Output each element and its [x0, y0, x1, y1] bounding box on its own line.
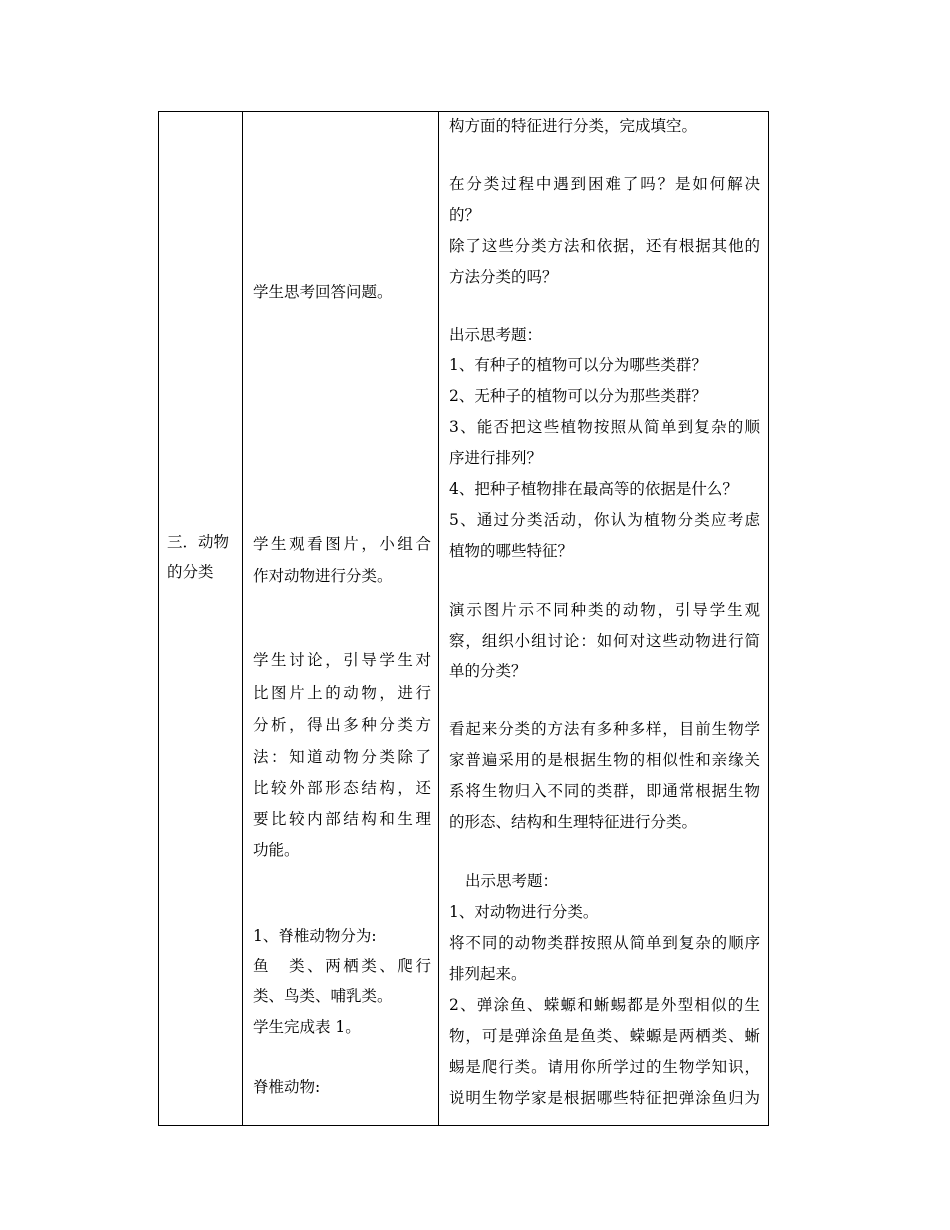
teacher-activity-line: 察，组织小组讨论：如何对这些动物进行简 — [449, 632, 760, 650]
teacher-activity-line: 2、无种子的植物可以分为那些类群？ — [449, 387, 707, 405]
teacher-activity-line: 排列起来。 — [449, 965, 527, 983]
teacher-activity-line: 将不同的动物类群按照从简单到复杂的顺序 — [449, 934, 760, 952]
teacher-activity-line: 看起来分类的方法有多种多样，目前生物学 — [449, 720, 760, 738]
teacher-activity-line: 的？ — [449, 206, 481, 224]
teacher-activity-line: 物，可是弹涂鱼是鱼类、蝾螈是两栖类、蜥 — [449, 1027, 760, 1045]
section-title: 的分类 — [167, 563, 214, 581]
student-activity: 学生思考回答问题。 — [253, 283, 393, 301]
student-activity: 学生讨论，引导学生对 — [253, 651, 431, 669]
teacher-activity-line: 1、有种子的植物可以分为哪些类群？ — [449, 356, 707, 374]
column-divider — [242, 112, 243, 1125]
teacher-activity-line: 出示思考题： — [465, 872, 559, 890]
teacher-activity-line: 序进行排列？ — [449, 449, 543, 467]
teacher-activity-line: 出示思考题： — [449, 326, 543, 344]
student-activity: 鱼 类、两栖类、爬行 — [253, 957, 431, 975]
teacher-activity-line: 5、通过分类活动，你认为植物分类应考虑 — [449, 511, 760, 529]
student-activity: 要比较内部结构和生理 — [253, 810, 431, 828]
column-divider — [438, 112, 439, 1125]
student-activity: 类、鸟类、哺乳类。 — [253, 987, 393, 1005]
teacher-activity-line: 除了这些分类方法和依据，还有根据其他的 — [449, 237, 760, 255]
teacher-activity-line: 构方面的特征进行分类，完成填空。 — [449, 117, 698, 135]
teacher-activity-line: 的形态、结构和生理特征进行分类。 — [449, 813, 698, 831]
student-activity: 分析，得出多种分类方 — [253, 716, 431, 734]
student-activity: 法：知道动物分类除了 — [253, 748, 431, 766]
teacher-activity-line: 系将生物归入不同的类群，即通常根据生物 — [449, 782, 760, 800]
student-activity: 脊椎动物: — [253, 1078, 321, 1096]
student-activity: 学生完成表 1。 — [253, 1018, 361, 1036]
teacher-activity-line: 4、把种子植物排在最高等的依据是什么？ — [449, 480, 738, 498]
teacher-activity-line: 蜴是爬行类。请用你所学过的生物学知识， — [449, 1058, 760, 1076]
teacher-activity-line: 1、对动物进行分类。 — [449, 903, 599, 921]
teacher-activity-line: 植物的哪些特征？ — [449, 542, 574, 560]
section-title: 三．动物 — [167, 533, 230, 551]
teacher-activity-line: 说明生物学家是根据哪些特征把弹涂鱼归为 — [449, 1089, 760, 1107]
student-activity: 功能。 — [253, 841, 300, 859]
teacher-activity-line: 方法分类的吗？ — [449, 268, 558, 286]
student-activity: 1、脊椎动物分为: — [253, 927, 377, 945]
teacher-activity-line: 在分类过程中遇到困难了吗？是如何解决 — [449, 175, 760, 193]
student-activity: 比较外部形态结构，还 — [253, 779, 431, 797]
teacher-activity-line: 家普遍采用的是根据生物的相似性和亲缘关 — [449, 751, 760, 769]
teacher-activity-line: 单的分类？ — [449, 662, 527, 680]
student-activity: 比图片上的动物，进行 — [253, 684, 431, 702]
student-activity: 学生观看图片，小组合 — [253, 535, 431, 553]
teacher-activity-line: 2、弹涂鱼、蝾螈和蜥蜴都是外型相似的生 — [449, 996, 760, 1014]
teacher-activity-line: 演示图片示不同种类的动物，引导学生观 — [449, 601, 760, 619]
teacher-activity-line: 3、能否把这些植物按照从简单到复杂的顺 — [449, 418, 760, 436]
student-activity: 作对动物进行分类。 — [253, 567, 393, 585]
